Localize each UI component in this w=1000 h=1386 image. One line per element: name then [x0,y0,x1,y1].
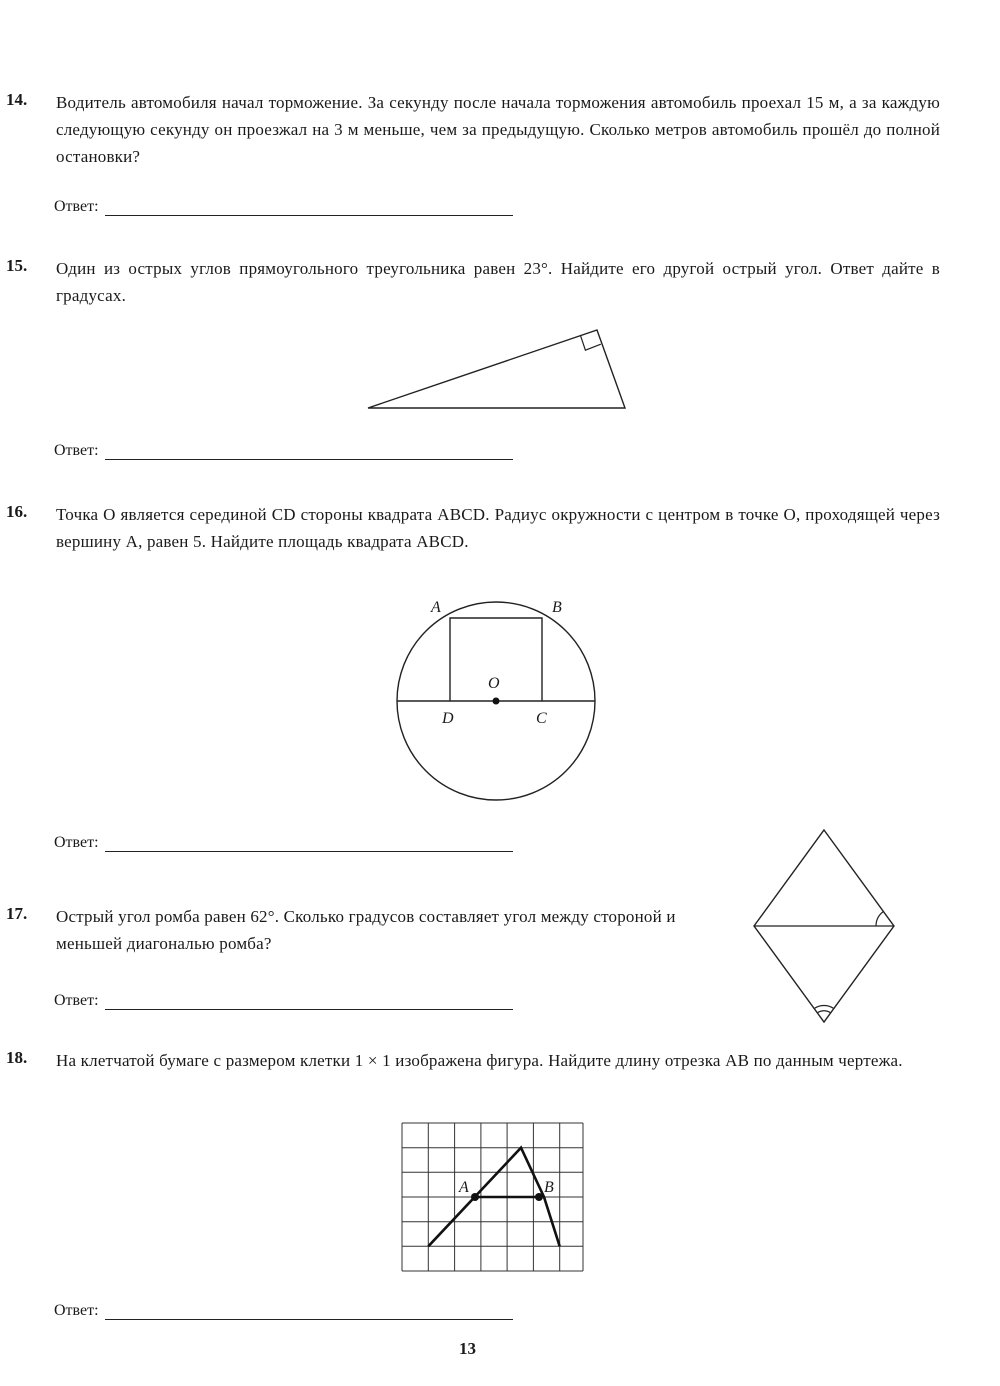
right-triangle-figure [360,320,660,420]
label-b: B [544,1179,554,1196]
label-d: D [442,710,454,727]
label-a: A [459,1179,469,1196]
grid-figure [399,1120,589,1280]
answer-label: Ответ: [54,442,99,459]
angle-arc-bottom-2 [818,1011,831,1013]
problem-number: 16. [6,502,28,521]
answer-label: Ответ: [54,1302,99,1319]
answer-field[interactable] [54,442,513,460]
label-b: B [552,599,562,616]
answer-label: Ответ: [54,992,99,1009]
label-c: C [536,710,547,727]
label-a: A [431,599,441,616]
problem-text: Острый угол ромба равен 62°. Сколько градусов составляет угол между стороной и меньшей диагональю ромба? [56,907,676,953]
problem-number: 17. [6,904,28,923]
answer-line[interactable] [105,1303,513,1320]
problem-text: Один из острых углов прямоугольного треугольника равен 23°. Найдите его другой острый угол. Ответ дайте в градусах. [56,259,940,305]
angle-arc-bottom-1 [815,1005,834,1008]
problem-number: 18. [6,1048,28,1067]
problem-number: 14. [6,90,28,109]
triangle-shape [368,330,625,408]
problem-text: На клетчатой бумаге с размером клетки 1 × 1 изображена фигура. Найдите длину отрезка AB по данным чертежа. [56,1051,903,1070]
problem-number: 15. [6,256,28,275]
point-b [535,1193,543,1201]
answer-line[interactable] [105,199,513,216]
label-o: O [488,675,500,692]
answer-field[interactable] [54,834,513,852]
answer-field[interactable] [54,1302,513,1320]
problem-text: Водитель автомобиля начал торможение. За секунду после начала торможения автомобиль проехал 15 м, а за каждую следующую секунду он проезжал на 3 м меньше, чем за предыдущую. Сколько метров автомобиль прошёл до полной остановки? [56,93,940,166]
angle-arc-right [876,912,883,927]
center-point [493,698,500,705]
answer-label: Ответ: [54,834,99,851]
problem-text: Точка O является серединой CD стороны квадрата ABCD. Радиус окружности с центром в точке O, проходящей через вершину A, равен 5. Найдите площадь квадрата ABCD. [56,505,940,551]
point-a [471,1193,479,1201]
answer-line[interactable] [105,835,513,852]
right-angle-mark [581,336,601,351]
answer-field[interactable] [54,992,513,1010]
answer-line[interactable] [105,443,513,460]
answer-label: Ответ: [54,198,99,215]
circle-square-figure [376,590,616,830]
answer-field[interactable] [54,198,513,216]
rhombus-figure [744,822,904,1032]
page-number: 13 [459,1339,476,1358]
answer-line[interactable] [105,993,513,1010]
